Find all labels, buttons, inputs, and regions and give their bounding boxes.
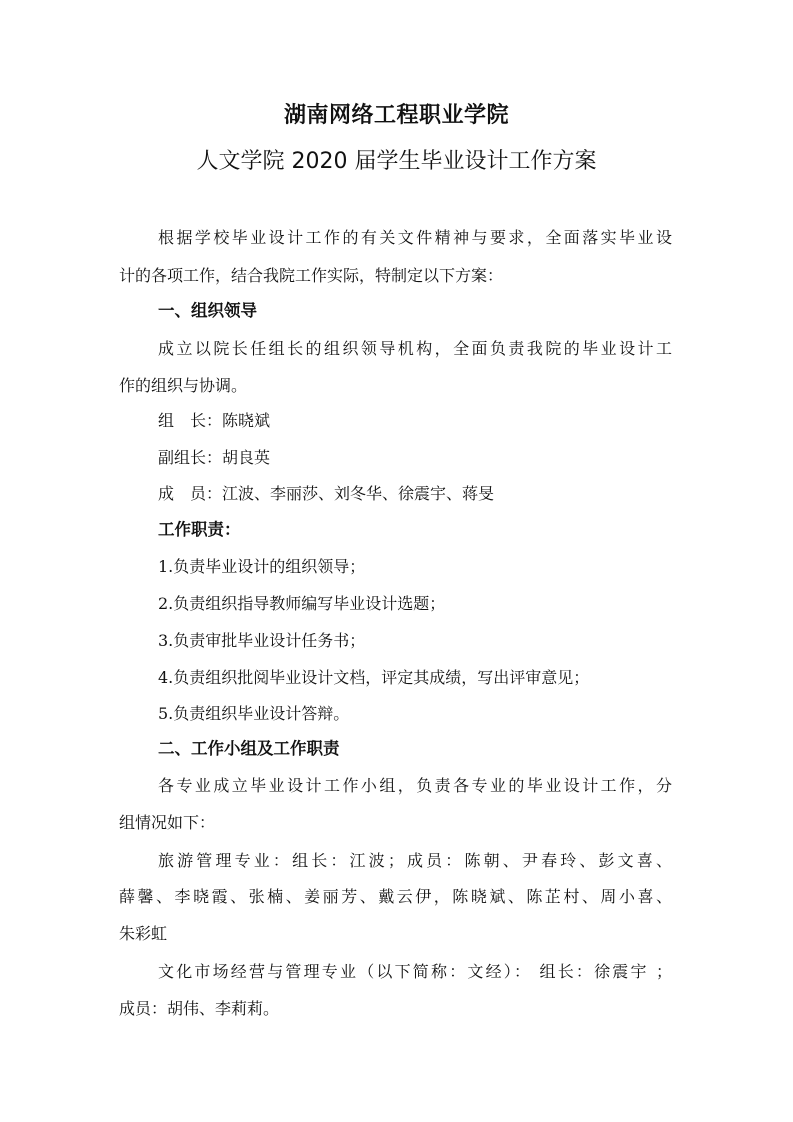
duty-item: 1.负责毕业设计的组织领导；	[158, 557, 366, 576]
duty-item: 3.负责审批毕业设计任务书；	[158, 631, 366, 650]
leader-line: 组 长：陈晓斌	[158, 411, 271, 430]
document-title: 湖南网络工程职业学院	[283, 103, 509, 128]
deputy-line: 副组长：胡良英	[158, 448, 271, 467]
duty-item: 2.负责组织指导教师编写毕业设计选题；	[158, 594, 446, 613]
intro-line-1: 根据学校毕业设计工作的有关文件精神与要求，全面落实毕业设	[158, 228, 672, 247]
tourism-line-2: 薛馨、李晓霞、张楠、姜丽芳、戴云伊，陈晓斌、陈芷村、周小喜、	[119, 887, 672, 906]
culture-line-2: 成员：胡伟、李莉莉。	[119, 999, 280, 1018]
duties-heading: 工作职责：	[158, 520, 241, 539]
section-2-heading: 二、工作小组及工作职责	[158, 739, 340, 758]
section-2-para-line-1: 各专业成立毕业设计工作小组，负责各专业的毕业设计工作，分	[158, 776, 672, 795]
section-1-para-line-1: 成立以院长任组长的组织领导机构，全面负责我院的毕业设计工	[158, 339, 672, 358]
tourism-line-3: 朱彩虹	[119, 924, 168, 943]
section-1-para-line-2: 作的组织与协调。	[119, 376, 248, 395]
document-subtitle: 人文学院 2020 届学生毕业设计工作方案	[196, 149, 597, 174]
tourism-line-1: 旅游管理专业：组长：江波；成员：陈朝、尹春玲、彭文喜、	[158, 851, 672, 870]
section-1-heading: 一、组织领导	[158, 301, 257, 320]
duty-item: 5.负责组织毕业设计答辩。	[158, 704, 350, 723]
members-line: 成 员：江波、李丽莎、刘冬华、徐震宇、蒋旻	[158, 484, 495, 503]
duty-item: 4.负责组织批阅毕业设计文档，评定其成绩，写出评审意见；	[158, 668, 590, 687]
section-2-para-line-2: 组情况如下：	[119, 813, 216, 832]
culture-line-1: 文化市场经营与管理专业（以下简称：文经）： 组长：徐震宇 ；	[158, 962, 672, 981]
intro-line-2: 计的各项工作，结合我院工作实际，特制定以下方案：	[119, 266, 504, 285]
